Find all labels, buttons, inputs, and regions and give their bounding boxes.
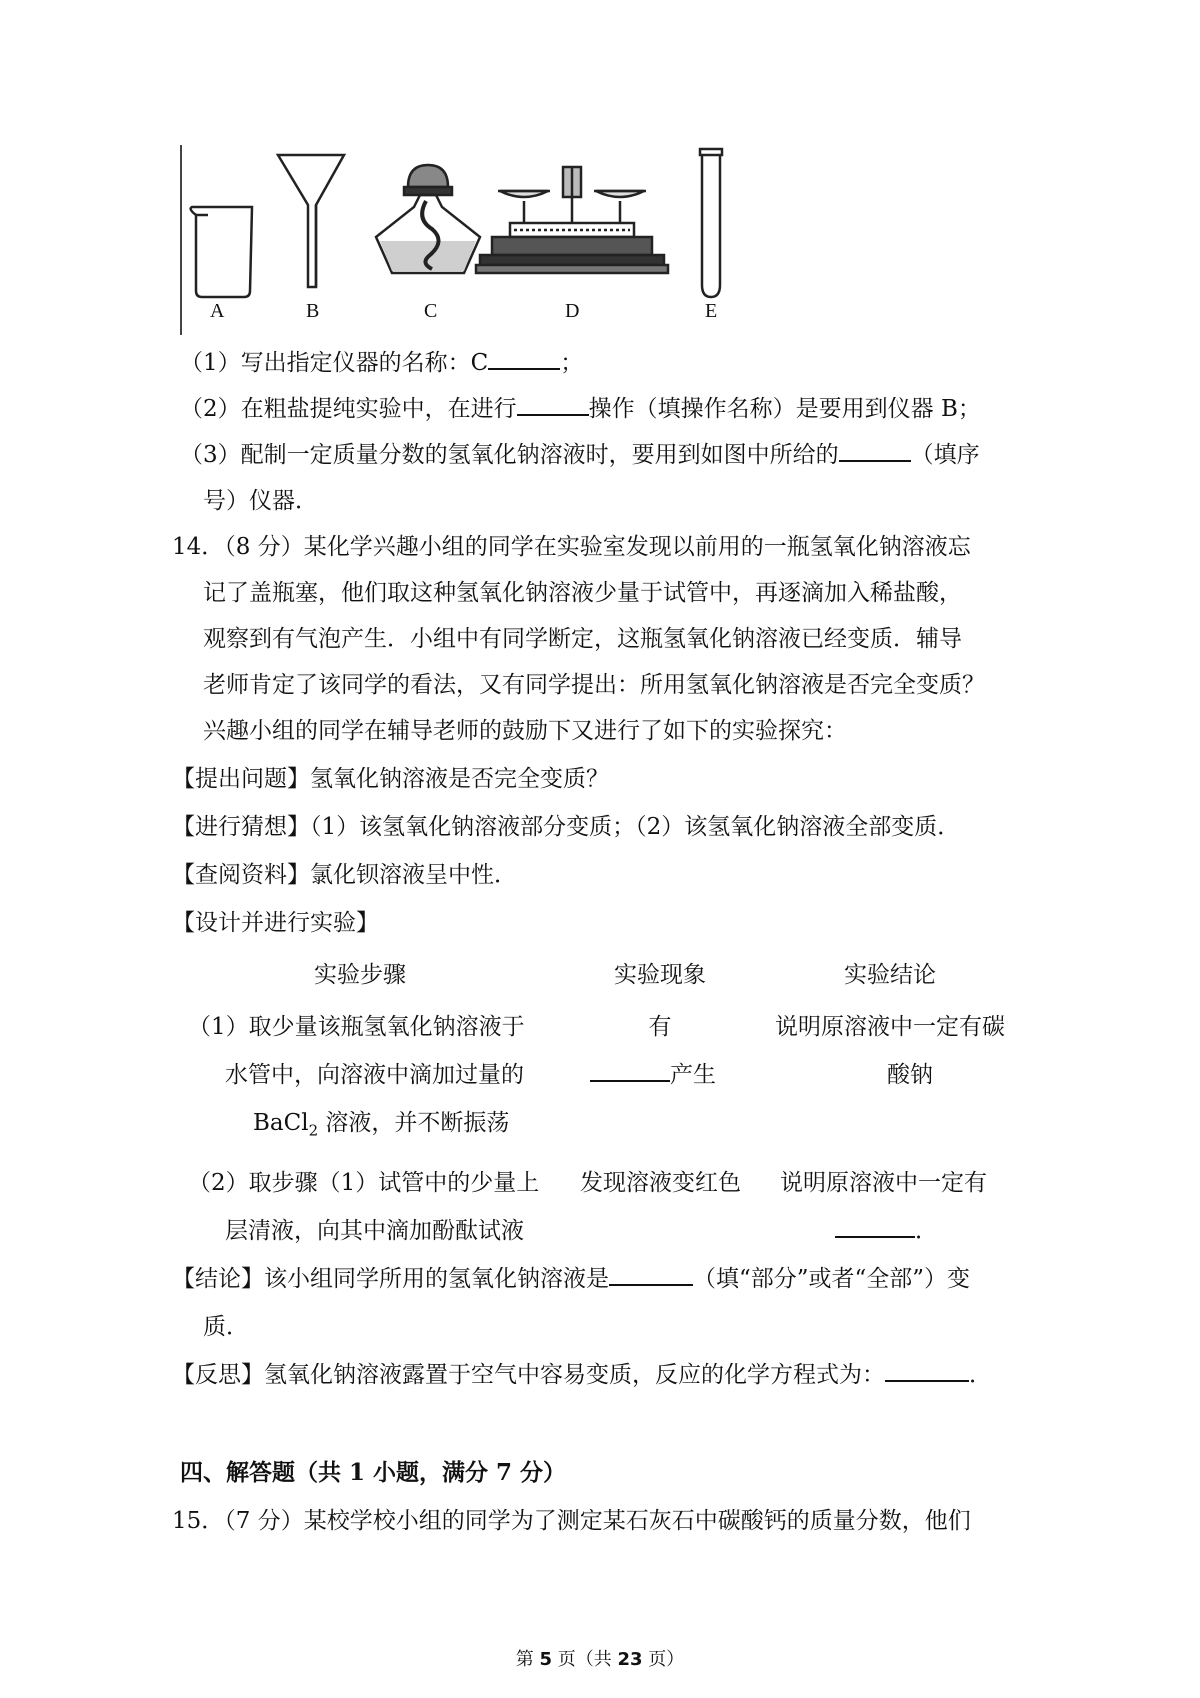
figure-label-c: C: [424, 300, 438, 322]
q14-reflection-suffix: ．: [969, 1362, 992, 1388]
page-total: 23: [617, 1649, 643, 1670]
q14-hypothesis: 【进行猜想】（1）该氢氧化钠溶液部分变质；（2）该氢氧化钠溶液全部变质．: [172, 814, 961, 840]
q13-part1: [180, 346, 583, 380]
table-header-conclusion: 实验结论: [844, 962, 936, 988]
answer-blank[interactable]: [517, 392, 589, 416]
q13-part3-suffix: （填序: [910, 442, 980, 468]
footer-prefix: 第: [515, 1649, 540, 1670]
answer-blank[interactable]: [609, 1262, 693, 1286]
figure-label-b: B: [306, 300, 320, 322]
test-tube-icon: [700, 149, 722, 297]
q13-part1-text: （1）写出指定仪器的名称：C: [180, 350, 489, 376]
q14-design: 【设计并进行实验】: [172, 910, 379, 936]
section-title: 四、解答题（共 1 小题，满分 7 分）: [180, 1459, 567, 1486]
table-r1-observation-line2: [590, 1058, 716, 1092]
bacl-subscript: 2: [308, 1121, 319, 1140]
footer-suffix: 页）: [642, 1649, 685, 1670]
q13-part3-line2: 号）仪器．: [203, 488, 318, 514]
table-r1-step-line1: （1）取少量该瓶氢氧化钠溶液于: [188, 1014, 525, 1040]
answer-blank[interactable]: [835, 1214, 915, 1238]
beaker-icon: [191, 207, 252, 297]
q13-part3: [180, 438, 980, 472]
figure-label-e: E: [705, 300, 718, 322]
q13-part2-text: （2）在粗盐提纯实验中，在进行: [180, 396, 517, 422]
table-r2-step-line2: 层清液，向其中滴加酚酞试液: [225, 1218, 524, 1244]
table-r1-observation-line1: 有: [648, 1014, 672, 1040]
table-header-observation: 实验现象: [614, 962, 706, 988]
q13-part1-suffix: ；: [560, 350, 584, 376]
bacl-formula: BaCl: [253, 1110, 309, 1136]
q14-conclusion: [172, 1262, 970, 1296]
table-r2-conclusion-line1: 说明原溶液中一定有: [780, 1170, 987, 1196]
footer-middle: 页（共: [552, 1649, 618, 1670]
table-r2-step-line1: （2）取步骤（1）试管中的少量上: [188, 1170, 540, 1196]
table-r1-observation-text: 产生: [670, 1062, 716, 1088]
page-number: 5: [539, 1649, 552, 1670]
q13-part3-text: （3）配制一定质量分数的氢氧化钠溶液时，要用到如图中所给的: [180, 442, 839, 468]
q14-conclusion-suffix: （填“部分”或者“全部”）变: [693, 1266, 971, 1292]
q14-line3: 观察到有气泡产生．小组中有同学断定，这瓶氢氧化钠溶液已经变质．辅导: [203, 626, 962, 652]
q14-line1: 14．（8 分）某化学兴趣小组的同学在实验室发现以前用的一瓶氢氧化钠溶液忘: [172, 534, 971, 560]
table-r1-step-line3: [253, 1106, 509, 1140]
q15-line1: 15．（7 分）某校学校小组的同学为了测定某石灰石中碳酸钙的质量分数，他们: [172, 1508, 971, 1534]
answer-blank[interactable]: [885, 1358, 969, 1382]
equipment-drawing: [180, 145, 750, 305]
q14-reflection-text: 【反思】氢氧化钠溶液露置于空气中容易变质，反应的化学方程式为：: [172, 1362, 885, 1388]
page-footer: [0, 1645, 1200, 1671]
table-r1-conclusion-line2: 酸钠: [887, 1062, 933, 1088]
q14-conclusion-line2: 质．: [203, 1314, 249, 1340]
table-r2-conclusion-period: ．: [915, 1218, 938, 1244]
q14-question: 【提出问题】氢氧化钠溶液是否完全变质？: [172, 766, 609, 792]
q14-conclusion-text: 【结论】该小组同学所用的氢氧化钠溶液是: [172, 1266, 609, 1292]
balance-icon: [476, 167, 668, 273]
answer-blank[interactable]: [488, 346, 560, 370]
table-r2-conclusion-line2: [835, 1214, 938, 1248]
funnel-icon: [278, 155, 344, 287]
table-r2-observation: 发现溶液变红色: [580, 1170, 741, 1196]
lab-equipment-figure: [180, 145, 750, 337]
q14-reflection: [172, 1358, 992, 1392]
q13-part2: [180, 392, 981, 426]
table-r1-conclusion-line1: 说明原溶液中一定有碳: [775, 1014, 1005, 1040]
figure-label-a: A: [210, 300, 225, 322]
q14-line4: 老师肯定了该同学的看法，又有同学提出：所用氢氧化钠溶液是否完全变质？: [203, 672, 985, 698]
table-r1-step-line2: 水管中，向溶液中滴加过量的: [225, 1062, 524, 1088]
q13-part2-suffix: 操作（填操作名称）是要用到仪器 B；: [588, 396, 981, 422]
answer-blank[interactable]: [839, 438, 911, 462]
q14-reference: 【查阅资料】氯化钡溶液呈中性．: [172, 862, 517, 888]
figure-label-d: D: [565, 300, 580, 322]
q14-line2: 记了盖瓶塞，他们取这种氢氧化钠溶液少量于试管中，再逐滴加入稀盐酸，: [203, 580, 962, 606]
alcohol-lamp-icon: [376, 165, 480, 273]
answer-blank[interactable]: [590, 1058, 670, 1082]
bacl-rest: 溶液，并不断振荡: [318, 1110, 510, 1136]
table-header-step: 实验步骤: [314, 962, 406, 988]
q14-line5: 兴趣小组的同学在辅导老师的鼓励下又进行了如下的实验探究：: [203, 718, 847, 744]
